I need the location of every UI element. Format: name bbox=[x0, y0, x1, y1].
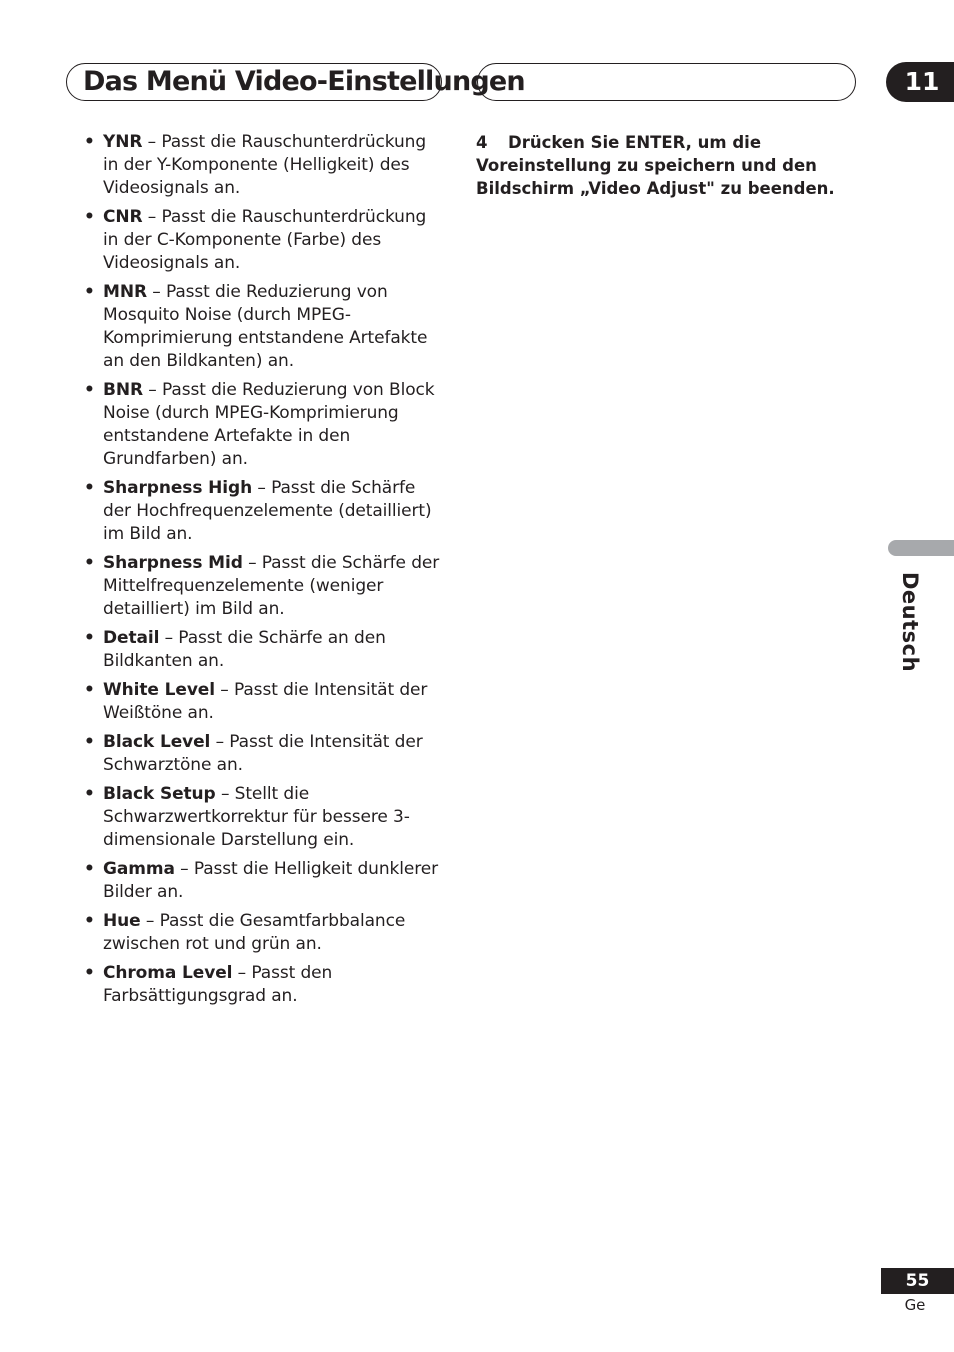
step-instruction bbox=[476, 131, 846, 200]
setting-description: – Passt die Schärfe der Mittelfrequenzelemente (weniger detailliert) im Bild an. bbox=[103, 553, 440, 619]
language-tab-marker bbox=[888, 540, 954, 556]
setting-term: Sharpness High bbox=[103, 478, 253, 498]
list-item bbox=[84, 131, 446, 200]
bullet-icon: • bbox=[84, 963, 95, 983]
bullet-icon: • bbox=[84, 132, 95, 152]
bullet-icon: • bbox=[84, 478, 95, 498]
list-item bbox=[84, 477, 446, 546]
list-item bbox=[84, 281, 446, 373]
bullet-icon: • bbox=[84, 680, 95, 700]
bullet-icon: • bbox=[84, 282, 95, 302]
list-item bbox=[84, 783, 446, 852]
bullet-icon: • bbox=[84, 628, 95, 648]
list-item bbox=[84, 206, 446, 275]
setting-term: White Level bbox=[103, 680, 215, 700]
setting-description: – Passt die Gesamtfarbbalance zwischen rot und grün an. bbox=[103, 911, 406, 954]
setting-term: Sharpness Mid bbox=[103, 553, 243, 573]
setting-term: BNR bbox=[103, 380, 143, 400]
list-item bbox=[84, 962, 446, 1008]
list-item bbox=[84, 731, 446, 777]
setting-description: – Passt die Schärfe an den Bildkanten an. bbox=[103, 628, 386, 671]
step-text: Drücken Sie ENTER, um die Voreinstellung zu speichern und den Bildschirm „Video Adjust" zu beenden. bbox=[476, 133, 835, 198]
list-item bbox=[84, 679, 446, 725]
setting-term: MNR bbox=[103, 282, 147, 302]
bullet-icon: • bbox=[84, 784, 95, 804]
language-tab-label: Deutsch bbox=[898, 571, 922, 673]
setting-description: – Passt die Intensität der Schwarztöne an. bbox=[103, 732, 423, 775]
chapter-number-tab: 11 bbox=[886, 62, 954, 102]
setting-term: YNR bbox=[103, 132, 143, 152]
setting-term: Black Level bbox=[103, 732, 211, 752]
right-column bbox=[476, 131, 846, 200]
bullet-icon: • bbox=[84, 911, 95, 931]
bullet-icon: • bbox=[84, 207, 95, 227]
setting-description: – Passt die Reduzierung von Mosquito Noise (durch MPEG-Komprimierung entstandene Artefakte an den Bildkanten) an. bbox=[103, 282, 428, 371]
setting-term: Detail bbox=[103, 628, 160, 648]
bullet-icon: • bbox=[84, 553, 95, 573]
setting-description: – Passt die Reduzierung von Block Noise (durch MPEG-Komprimierung entstandene Artefakte in den Grundfarben) an. bbox=[103, 380, 435, 469]
list-item bbox=[84, 910, 446, 956]
bullet-icon: • bbox=[84, 380, 95, 400]
setting-term: Black Setup bbox=[103, 784, 216, 804]
step-number: 4 bbox=[476, 133, 488, 152]
list-item bbox=[84, 379, 446, 471]
setting-description: – Stellt die Schwarzwertkorrektur für bessere 3-dimensionale Darstellung ein. bbox=[103, 784, 410, 850]
setting-term: Gamma bbox=[103, 859, 175, 879]
setting-description: – Passt die Rauschunterdrückung in der Y-Komponente (Helligkeit) des Videosignals an. bbox=[103, 132, 427, 198]
setting-description: – Passt die Intensität der Weißtöne an. bbox=[103, 680, 428, 723]
setting-description: – Passt die Rauschunterdrückung in der C-Komponente (Farbe) des Videosignals an. bbox=[103, 207, 427, 273]
settings-list bbox=[84, 131, 446, 1008]
setting-description: – Passt die Helligkeit dunklerer Bilder an. bbox=[103, 859, 439, 902]
bullet-icon: • bbox=[84, 732, 95, 752]
setting-description: – Passt den Farbsättigungsgrad an. bbox=[103, 963, 333, 1006]
header-blank-frame bbox=[477, 63, 856, 101]
list-item bbox=[84, 858, 446, 904]
list-item bbox=[84, 627, 446, 673]
left-column bbox=[84, 131, 446, 1014]
page-language-code: Ge bbox=[904, 1296, 926, 1314]
setting-term: Hue bbox=[103, 911, 141, 931]
list-item bbox=[84, 552, 446, 621]
bullet-icon: • bbox=[84, 859, 95, 879]
setting-term: Chroma Level bbox=[103, 963, 233, 983]
setting-term: CNR bbox=[103, 207, 143, 227]
page-number: 55 bbox=[881, 1268, 954, 1294]
setting-description: – Passt die Schärfe der Hochfrequenzelemente (detailliert) im Bild an. bbox=[103, 478, 432, 544]
page-title: Das Menü Video-Einstellungen bbox=[83, 66, 525, 97]
